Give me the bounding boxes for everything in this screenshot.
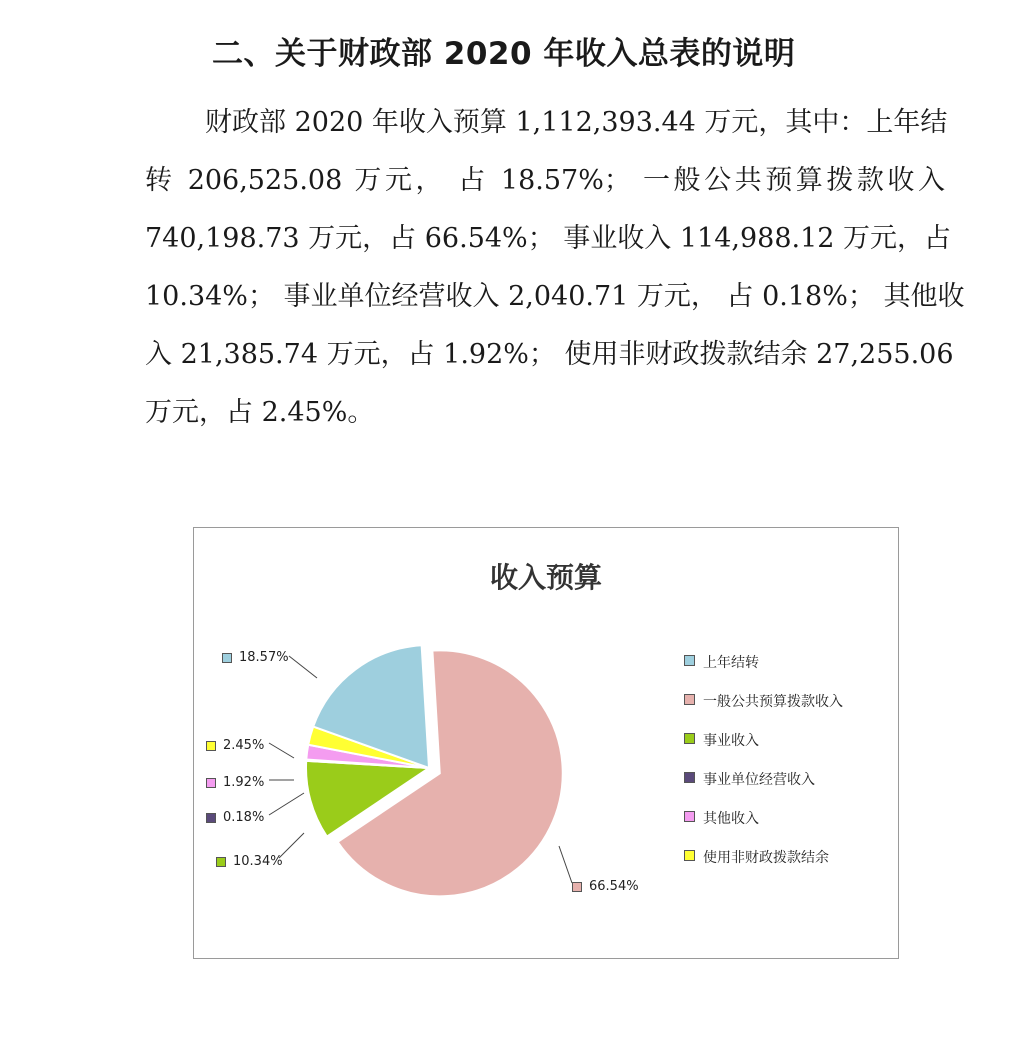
legend-label: 上年结转 <box>703 655 759 671</box>
data-label <box>216 854 283 869</box>
paragraph-line-6: 万元，占 2.45%。 <box>145 397 375 428</box>
legend-swatch <box>684 772 695 783</box>
legend-swatch <box>684 733 695 744</box>
data-label-swatch <box>206 813 216 823</box>
legend-label: 一般公共预算拨款收入 <box>703 694 843 710</box>
data-label-text: 18.57% <box>239 650 289 665</box>
data-label-text: 1.92% <box>223 775 265 790</box>
chart-title: 收入预算 <box>489 561 602 594</box>
legend-swatch <box>684 655 695 666</box>
data-label-text: 10.34% <box>233 854 283 869</box>
legend-item <box>684 652 894 691</box>
data-label-swatch <box>206 778 216 788</box>
data-label <box>206 810 264 825</box>
chart-legend <box>684 652 894 886</box>
leader-line <box>269 743 294 758</box>
legend-item <box>684 691 894 730</box>
leader-line <box>559 846 572 883</box>
pie-chart <box>193 527 899 959</box>
data-label-text: 66.54% <box>589 879 639 894</box>
data-label <box>206 738 264 753</box>
legend-item <box>684 847 894 886</box>
leader-line <box>289 656 317 678</box>
legend-swatch <box>684 811 695 822</box>
paragraph-line-5: 入 21,385.74 万元，占 1.92%； 使用非财政拨款结余 27,255.06 <box>145 339 954 370</box>
legend-label: 其他收入 <box>703 811 759 827</box>
data-label <box>572 879 639 894</box>
data-label <box>222 650 289 665</box>
legend-label: 事业单位经营收入 <box>703 772 815 788</box>
legend-item <box>684 769 894 808</box>
legend-label: 事业收入 <box>703 733 759 749</box>
data-label-swatch <box>216 857 226 867</box>
section-heading: 二、关于财政部 2020 年收入总表的说明 <box>212 36 796 72</box>
legend-swatch <box>684 850 695 861</box>
data-label-text: 2.45% <box>223 738 265 753</box>
paragraph-line-2: 转 206,525.08 万元， 占 18.57%； 一般公共预算拨款收入 <box>145 165 945 196</box>
data-label-swatch <box>206 741 216 751</box>
paragraph-line-3: 740,198.73 万元，占 66.54%； 事业收入 114,988.12 万元，占 <box>145 223 952 254</box>
legend-swatch <box>684 694 695 705</box>
legend-item <box>684 808 894 847</box>
data-label-text: 0.18% <box>223 810 265 825</box>
legend-item <box>684 730 894 769</box>
paragraph-line-4: 10.34%； 事业单位经营收入 2,040.71 万元， 占 0.18%； 其他收 <box>145 281 965 312</box>
paragraph-line-1: 财政部 2020 年收入预算 1,112,393.44 万元，其中：上年结 <box>205 107 948 138</box>
data-label-swatch <box>572 882 582 892</box>
data-label-swatch <box>222 653 232 663</box>
leader-line <box>279 833 304 858</box>
leader-line <box>269 793 304 815</box>
legend-label: 使用非财政拨款结余 <box>703 850 829 866</box>
data-label <box>206 775 264 790</box>
